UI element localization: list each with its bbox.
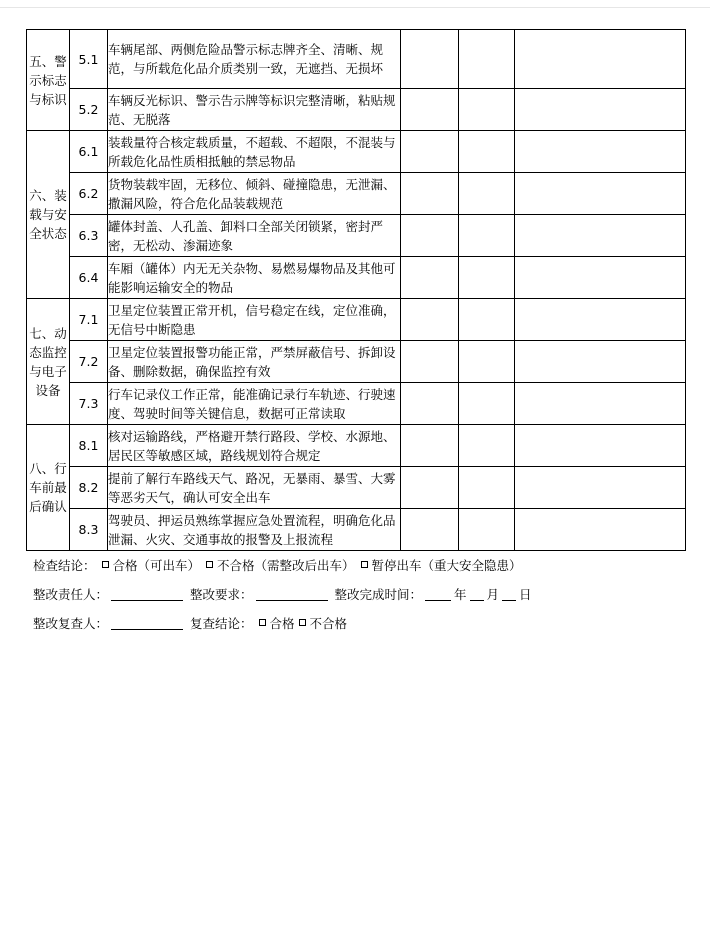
fail-checkbox[interactable] [206,561,213,568]
recheck-pass-label: 合格 [269,616,295,631]
mark-cell[interactable] [459,467,515,509]
item-number: 5.1 [70,30,108,89]
category-cell: 八、行车前最后确认 [27,425,70,551]
table-row [27,30,686,89]
remark-cell[interactable] [515,509,686,551]
remark-cell[interactable] [515,257,686,299]
mark-cell[interactable] [459,299,515,341]
result-cell[interactable] [401,467,459,509]
item-requirement: 罐体封盖、人孔盖、卸料口全部关闭锁紧，密封严密，无松动、渗漏迹象 [108,215,401,257]
result-cell[interactable] [401,257,459,299]
item-requirement: 行车记录仪工作正常，能准确记录行车轨迹、行驶速度、驾驶时间等关键信息，数据可正常读取 [108,383,401,425]
table-row [27,383,686,425]
recheck-fail-label: 不合格 [309,616,348,631]
mark-cell[interactable] [459,173,515,215]
mark-cell[interactable] [459,341,515,383]
category-cell: 五、警示标志与标识 [27,30,70,131]
remark-cell[interactable] [515,173,686,215]
item-number: 6.3 [70,215,108,257]
result-cell[interactable] [401,30,459,89]
mark-cell[interactable] [459,257,515,299]
item-number: 6.2 [70,173,108,215]
item-number: 7.1 [70,299,108,341]
item-requirement: 提前了解行车路线天气、路况，无暴雨、暴雪、大雾等恶劣天气，确认可安全出车 [108,467,401,509]
item-number: 8.3 [70,509,108,551]
remark-cell[interactable] [515,30,686,89]
table-row [27,341,686,383]
month-label: 月 [486,587,500,602]
result-cell[interactable] [401,215,459,257]
recheck-conclusion-label: 复查结论： [190,616,253,631]
pass-checkbox[interactable] [102,561,109,568]
item-requirement: 车辆反光标识、警示告示牌等标识完整清晰，粘贴规范、无脱落 [108,89,401,131]
item-requirement: 货物装载牢固，无移位、倾斜、碰撞隐患，无泄漏、撒漏风险，符合危化品装载规范 [108,173,401,215]
table-row [27,257,686,299]
item-requirement: 装载量符合核定载质量，不超载、不超限，不混装与所载危化品性质相抵触的禁忌物品 [108,131,401,173]
remark-cell[interactable] [515,341,686,383]
result-cell[interactable] [401,131,459,173]
mark-cell[interactable] [459,425,515,467]
table-row [27,467,686,509]
remark-cell[interactable] [515,89,686,131]
remark-cell[interactable] [515,131,686,173]
recheck-pass-checkbox[interactable] [259,619,266,626]
item-requirement: 卫星定位装置报警功能正常，严禁屏蔽信号、拆卸设备、删除数据，确保监控有效 [108,341,401,383]
suspend-checkbox[interactable] [361,561,368,568]
item-number: 8.1 [70,425,108,467]
item-number: 5.2 [70,89,108,131]
item-number: 8.2 [70,467,108,509]
mark-cell[interactable] [459,215,515,257]
recheck-person-label: 整改复查人： [33,616,109,631]
day-field[interactable] [502,586,516,601]
result-cell[interactable] [401,509,459,551]
item-requirement: 车厢（罐体）内无无关杂物、易燃易爆物品及其他可能影响运输安全的物品 [108,257,401,299]
result-cell[interactable] [401,173,459,215]
recheck-fail-checkbox[interactable] [299,619,306,626]
conclusion-label: 检查结论： [33,558,96,573]
result-cell[interactable] [401,341,459,383]
result-cell[interactable] [401,425,459,467]
category-cell: 六、装载与安全状态 [27,131,70,299]
table-row [27,299,686,341]
year-label: 年 [454,587,467,602]
table-row [27,215,686,257]
table-row [27,173,686,215]
recheck-line [33,614,347,632]
suspend-option-label: 暂停出车（重大安全隐患） [371,558,522,573]
page-top-rule [0,7,710,8]
result-cell[interactable] [401,383,459,425]
item-number: 7.2 [70,341,108,383]
table-row [27,131,686,173]
rectify-person-field[interactable] [111,586,183,601]
item-number: 6.1 [70,131,108,173]
item-number: 7.3 [70,383,108,425]
mark-cell[interactable] [459,89,515,131]
mark-cell[interactable] [459,509,515,551]
item-requirement: 卫星定位装置正常开机，信号稳定在线，定位准确，无信号中断隐患 [108,299,401,341]
day-label: 日 [519,587,532,602]
rectification-line [33,585,532,603]
category-cell: 七、动态监控与电子设备 [27,299,70,425]
year-field[interactable] [425,586,451,601]
remark-cell[interactable] [515,299,686,341]
remark-cell[interactable] [515,215,686,257]
rectify-requirement-label: 整改要求： [190,587,253,602]
table-row [27,89,686,131]
item-requirement: 驾驶员、押运员熟练掌握应急处置流程，明确危化品泄漏、火灾、交通事故的报警及上报流程 [108,509,401,551]
pass-option-label: 合格（可出车） [112,558,201,573]
fail-option-label: 不合格（需整改后出车） [217,558,355,573]
item-requirement: 车辆尾部、两侧危险品警示标志牌齐全、清晰、规范，与所载危化品介质类别一致，无遮挡、无损坏 [108,30,401,89]
mark-cell[interactable] [459,30,515,89]
result-cell[interactable] [401,89,459,131]
mark-cell[interactable] [459,383,515,425]
item-requirement: 核对运输路线，严格避开禁行路段、学校、水源地、居民区等敏感区域，路线规划符合规定 [108,425,401,467]
rectify-requirement-field[interactable] [256,586,328,601]
rectify-person-label: 整改责任人： [33,587,109,602]
table-row [27,425,686,467]
remark-cell[interactable] [515,467,686,509]
recheck-person-field[interactable] [111,615,183,630]
result-cell[interactable] [401,299,459,341]
item-number: 6.4 [70,257,108,299]
inspection-table [26,29,686,551]
remark-cell[interactable] [515,383,686,425]
table-row [27,509,686,551]
mark-cell[interactable] [459,131,515,173]
remark-cell[interactable] [515,425,686,467]
month-field[interactable] [470,586,484,601]
conclusion-line [33,556,522,574]
rectify-time-label: 整改完成时间： [334,587,423,602]
